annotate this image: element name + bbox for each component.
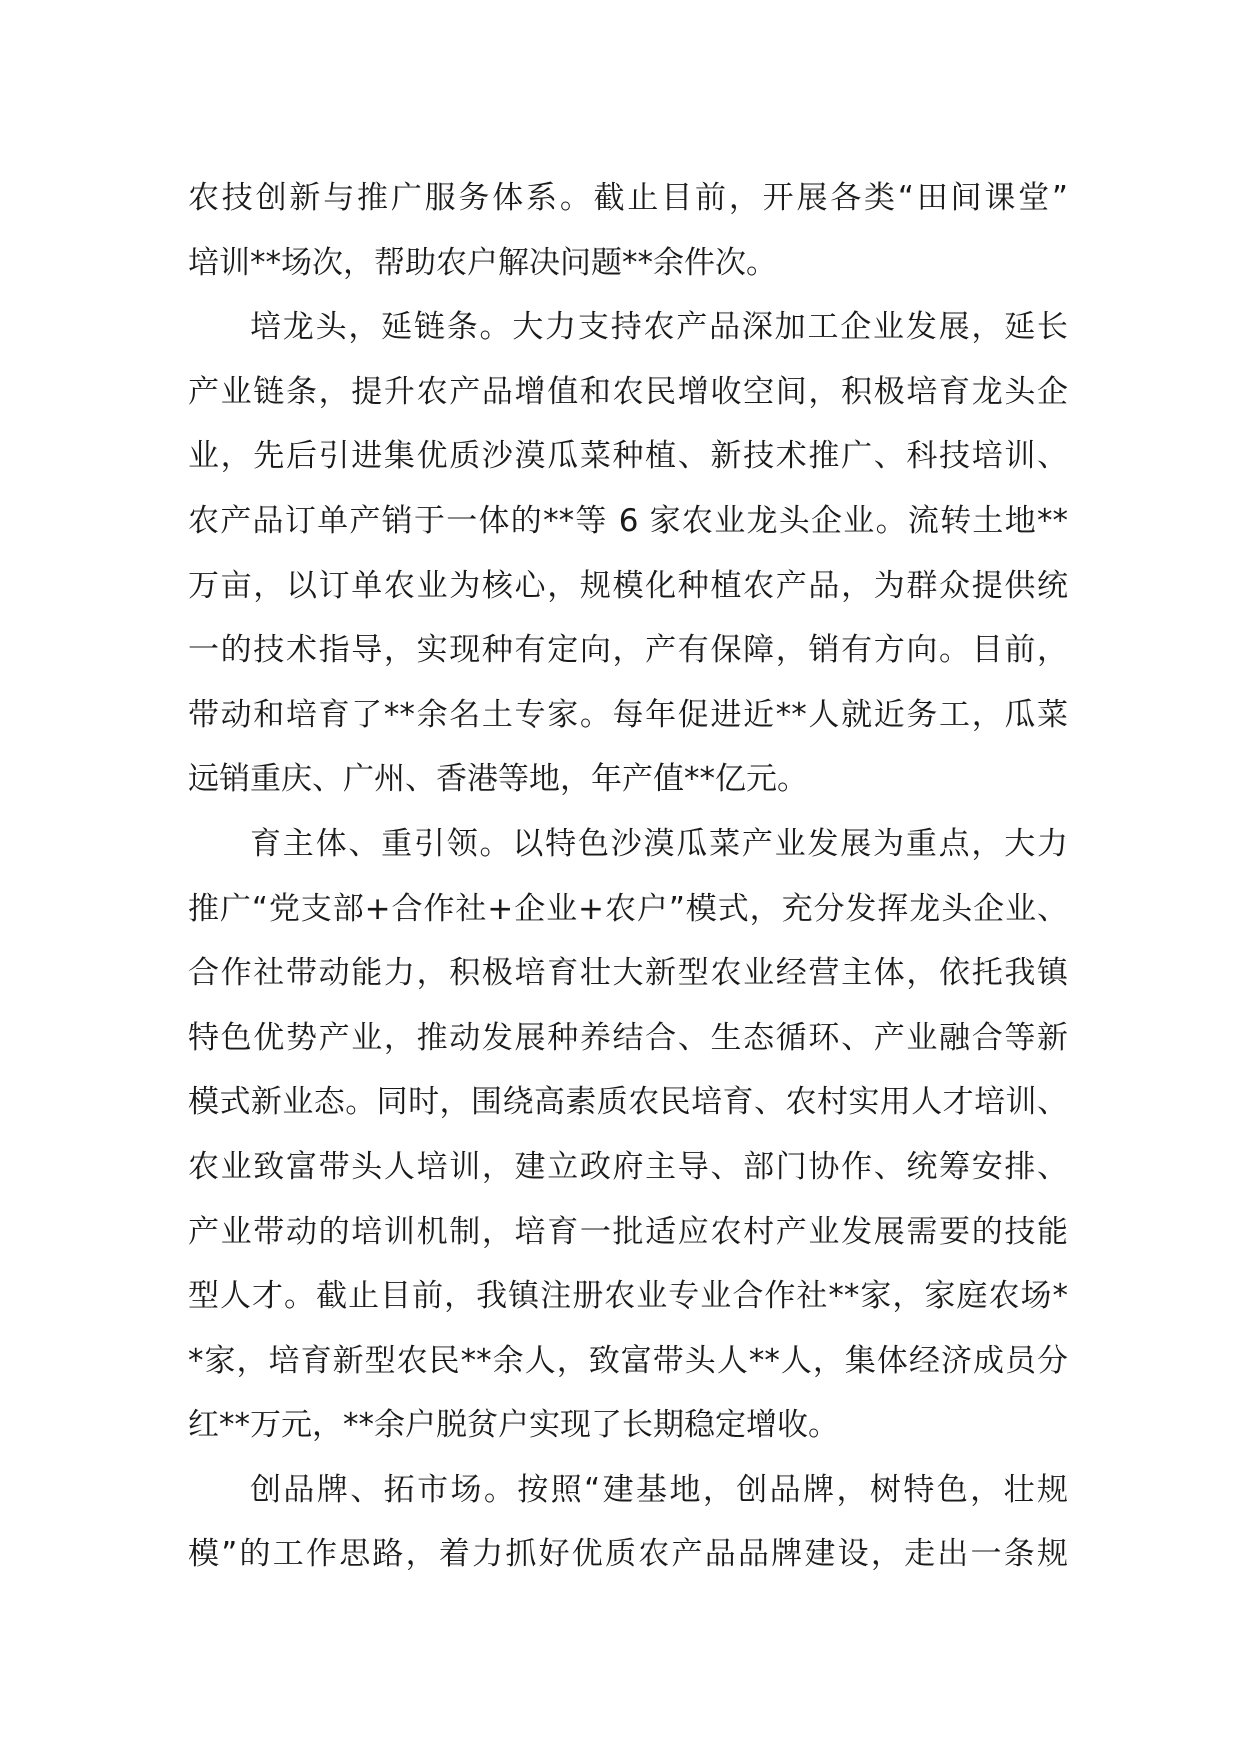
text-line: 型人才。截止目前，我镇注册农业专业合作社**家，家庭农场* (188, 1278, 1068, 1315)
text-line: 红**万元，**余户脱贫户实现了长期稳定增收。 (188, 1407, 839, 1444)
text-line: 农产品订单产销于一体的**等 6 家农业龙头企业。流转土地** (188, 502, 1068, 539)
text-line: 模”的工作思路，着力抓好优质农产品品牌建设，走出一条规 (188, 1536, 1068, 1573)
text-line: 农技创新与推广服务体系。截止目前，开展各类“田间课堂” (188, 180, 1068, 216)
paragraph-start-line: 育主体、重引领。以特色沙漠瓜菜产业发展为重点，大力 (250, 825, 1068, 862)
text-line: 合作社带动能力，积极培育壮大新型农业经营主体，依托我镇 (188, 955, 1068, 992)
text-line: 推广“党支部+合作社+企业+农户”模式，充分发挥龙头企业、 (188, 890, 1068, 927)
text-line: 产业带动的培训机制，培育一批适应农村产业发展需要的技能 (188, 1213, 1068, 1250)
text-line: 农业致富带头人培训，建立政府主导、部门协作、统筹安排、 (188, 1148, 1068, 1185)
text-line: 带动和培育了**余名土专家。每年促进近**人就近务工，瓜菜 (188, 696, 1068, 733)
document-body (188, 166, 1068, 1587)
text-line: 产业链条，提升农产品增值和农民增收空间，积极培育龙头企 (188, 373, 1068, 410)
text-line: 模式新业态。同时，围绕高素质农民培育、农村实用人才培训、 (188, 1084, 1068, 1121)
paragraph-start-line: 培龙头，延链条。大力支持农产品深加工企业发展，延长 (250, 309, 1068, 346)
text-line: *家，培育新型农民**余人，致富带头人**人，集体经济成员分 (188, 1342, 1068, 1379)
text-line: 特色优势产业，推动发展种养结合、生态循环、产业融合等新 (188, 1019, 1068, 1056)
text-line: 一的技术指导，实现种有定向，产有保障，销有方向。目前， (188, 632, 1068, 669)
text-line: 万亩，以订单农业为核心，规模化种植农产品，为群众提供统 (188, 567, 1068, 604)
text-line: 业，先后引进集优质沙漠瓜菜种植、新技术推广、科技培训、 (188, 438, 1068, 475)
paragraph-start-line: 创品牌、拓市场。按照“建基地，创品牌，树特色，壮规 (250, 1471, 1068, 1508)
text-line: 培训**场次，帮助农户解决问题**余件次。 (188, 244, 777, 281)
text-line: 远销重庆、广州、香港等地，年产值**亿元。 (188, 761, 808, 798)
